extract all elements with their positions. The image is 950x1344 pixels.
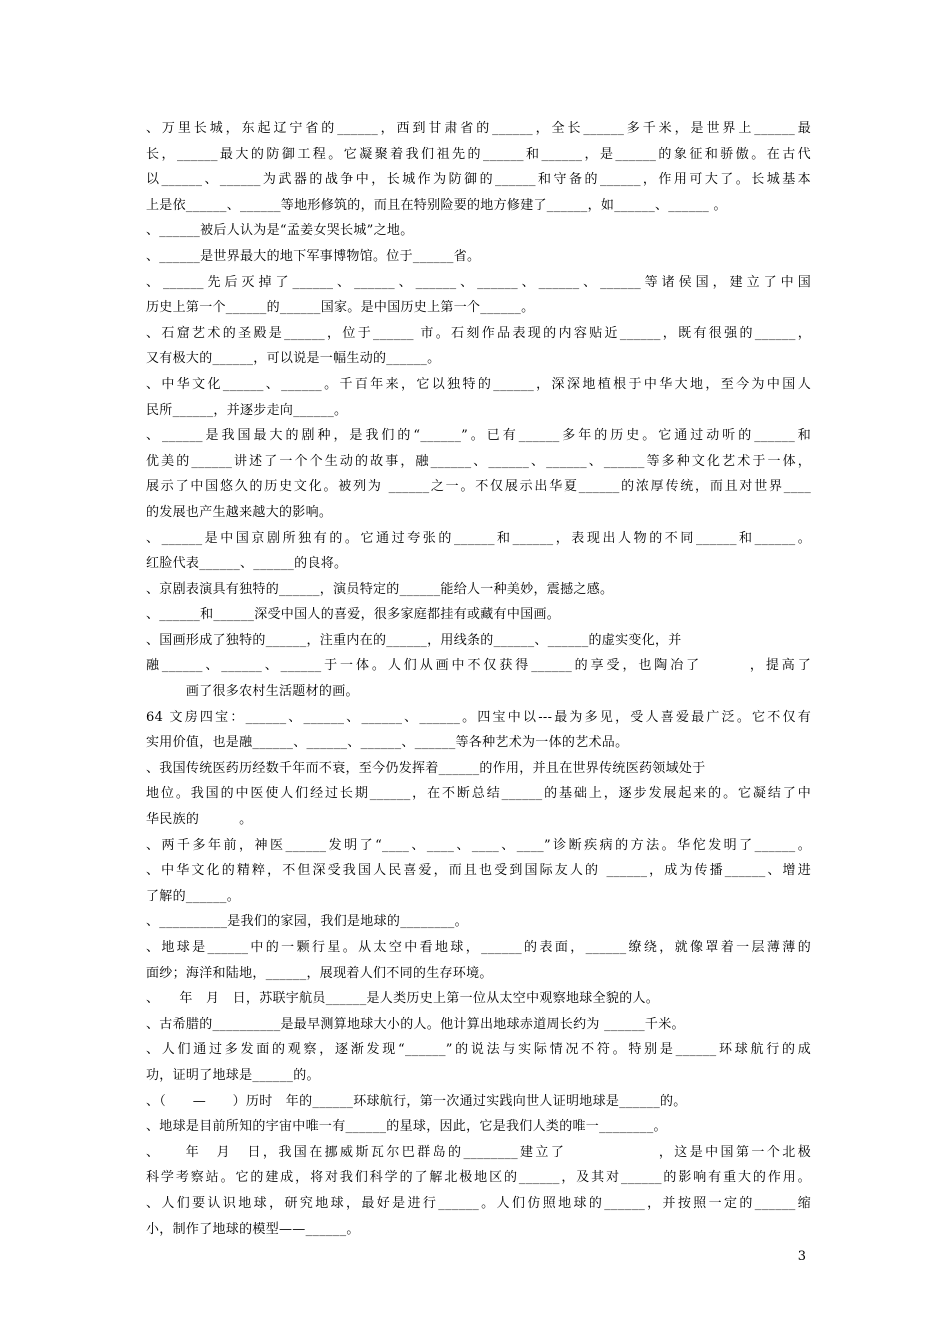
text-line: 、石窟艺术的圣殿是______，位于______ 市。石刻作品表现的内容贴近______，既有很强的______，: [146, 325, 811, 341]
text-line: 华民族的 。: [146, 812, 253, 828]
page-number: 3: [797, 1249, 806, 1264]
text-line: 功，证明了地球是______的。: [146, 1067, 320, 1083]
text-line: 地位。我国的中医使人们经过长期______，在不断总结______的基础上，逐步发展起来的。它凝结了中: [146, 786, 811, 802]
text-line: 优美的______讲述了一个个生动的故事，融______、______、______、______等多种文化艺术于一体，: [146, 453, 811, 469]
text-line: 的发展也产生越来越大的影响。: [146, 504, 333, 520]
text-line: 、 年 月 日，苏联宇航员______是人类历史上第一位从太空中观察地球全貌的人。: [146, 991, 660, 1007]
text-line: 、我国传统医药历经数千年而不衰，至今仍发挥着______的作用，并且在世界传统医药领域处于: [146, 760, 706, 776]
text-line: 面纱；海洋和陆地，______，展现着人们不同的生存环境。: [146, 965, 493, 981]
text-line: 、______和______深受中国人的喜爱，很多家庭都挂有或藏有中国画。: [146, 607, 561, 623]
text-line: 历史上第一个______的______国家。是中国历史上第一个______。: [146, 300, 535, 316]
text-line: 红脸代表______、______的良将。: [146, 556, 348, 572]
text-line: 实用价值，也是融______、______、______、______等各种艺术为一体的艺术品。: [146, 735, 629, 751]
text-line: 画了很多农村生活题材的画。: [146, 684, 359, 700]
text-line: 长，______最大的防御工程。它凝聚着我们祖先的______和______，是______的象征和骄傲。在古代: [146, 146, 811, 162]
text-line: 、人们要认识地球，研究地球，最好是进行______。人们仿照地球的______，并按照一定的______缩: [146, 1195, 811, 1211]
text-line: 科学考察站。它的建成，将对我们科学的了解北极地区的______，及其对______的影响有重大的作用。: [146, 1170, 811, 1186]
document-body: [146, 116, 811, 1242]
text-line: 、______是我国最大的剧种，是我们的“______”。已有______多年的历史。它通过动听的______和: [146, 428, 811, 444]
text-line: 、地球是目前所知的宇宙中唯一有______的星球，因此，它是我们人类的唯一________。: [146, 1119, 667, 1135]
text-line: 、______是中国京剧所独有的。它通过夸张的______和______，表现出人物的不同______和______。: [146, 530, 811, 546]
text-line: 、 年 月 日，我国在挪威斯瓦尔巴群岛的________建立了 ，这是中国第一个北极: [146, 1144, 811, 1160]
text-line: 、万里长城，东起辽宁省的______，西到甘肃省的______，全长______多千米，是世界上______最: [146, 121, 811, 136]
text-line: 以______、______为武器的战争中，长城作为防御的______和守备的______，作用可大了。长城基本: [146, 172, 811, 188]
text-line: 、__________是我们的家园，我们是地球的________。: [146, 914, 468, 930]
text-line: 又有极大的______，可以说是一幅生动的______。: [146, 351, 441, 367]
text-line: 、京剧表演具有独特的______，演员特定的______能给人一种美妙，震撼之感。: [146, 581, 614, 597]
text-line: 展示了中国悠久的历史文化。被列为 ______之一。不仅展示出华夏______的浓厚传统，而且对世界____: [146, 479, 811, 495]
text-line: 融______、______、______于一体。人们从画中不仅获得______的享受，也陶冶了 ，提高了: [146, 658, 811, 674]
text-line: 上是依______、______等地形修筑的，而且在特别险要的地方修建了______，如______、______ 。: [146, 197, 727, 213]
text-line: 、中华文化的精粹，不但深受我国人民喜爱，而且也受到国际友人的 ______，成为传播______、增进: [146, 863, 811, 879]
text-line: 、（ — ）历时 年的______环球航行，第一次通过实践向世人证明地球是______的。: [146, 1093, 687, 1109]
text-line: 、地球是______中的一颗行星。从太空中看地球，______的表面，______缭绕，就像罩着一层薄薄的: [146, 940, 811, 955]
text-line: 民所______，并逐步走向______。: [146, 402, 348, 418]
text-line: 、国画形成了独特的______，注重内在的______，用线条的______、______的虚实变化，并: [146, 632, 682, 648]
text-line: 、______是世界最大的地下军事博物馆。位于______省。: [146, 248, 481, 264]
text-line: 小，制作了地球的模型——______。: [146, 1221, 360, 1237]
text-line: 、古希腊的__________是最早测算地球大小的人。他计算出地球赤道周长约为 ______千米。: [146, 1016, 685, 1032]
text-line: 64 文房四宝：______、______、______、______。四宝中以---最为多见，受人喜爱最广泛。它不仅有: [146, 709, 811, 725]
text-line: 、______被后人认为是“孟姜女哭长城”之地。: [146, 223, 414, 239]
text-line: 、人们通过多发面的观察，逐渐发现“______”的说法与实际情况不符。特别是______环球航行的成: [146, 1042, 811, 1058]
text-line: 、两千多年前，神医______发明了“____、____、____、____”诊断疾病的方法。华佗发明了______。: [146, 837, 811, 853]
text-line: 、中华文化______、______。千百年来，它以独特的______，深深地植根于中华大地，至今为中国人: [146, 376, 811, 392]
text-line: 了解的______。: [146, 888, 240, 904]
text-line: 、______先后灭掉了______、______、______、______、______、______等诸侯国，建立了中国: [146, 274, 811, 290]
